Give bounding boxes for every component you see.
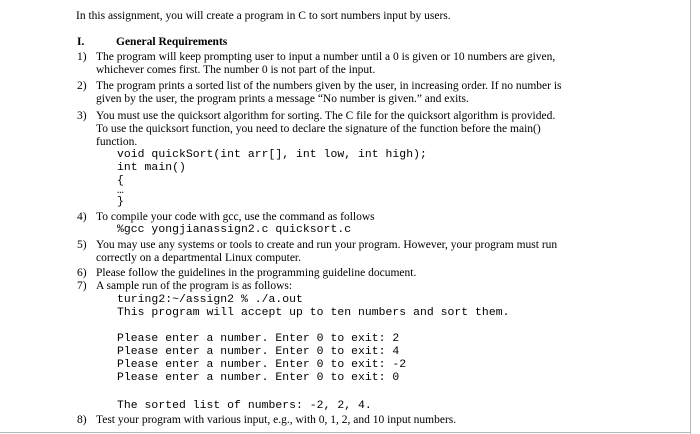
code-program-banner: This program will accept up to ten numbers and sort them.	[117, 307, 510, 319]
code-prompt-line-2: Please enter a number. Enter 0 to exit: 4	[117, 346, 400, 358]
code-main-signature: int main()	[117, 162, 186, 174]
item-6-line-1: Please follow the guidelines in the programming guideline document.	[96, 267, 417, 279]
item-8-line-1: Test your program with various input, e.g., with 0, 1, 2, and 10 input numbers.	[96, 414, 457, 426]
item-1-line-2: whichever comes first. The number 0 is not part of the input.	[96, 64, 376, 76]
item-number-7: 7)	[77, 280, 87, 292]
code-ellipsis: …	[117, 185, 124, 197]
page-right-border	[690, 0, 691, 434]
code-prompt-line-4: Please enter a number. Enter 0 to exit: 0	[117, 372, 400, 384]
item-7-line-1: A sample run of the program is as follows:	[96, 280, 293, 292]
code-prompt-line-3: Please enter a number. Enter 0 to exit: -2	[117, 359, 407, 371]
code-compile-command: %gcc yongjianassign2.c quicksort.c	[117, 224, 352, 236]
item-number-6: 6)	[77, 267, 87, 279]
item-3-line-3: function.	[96, 136, 138, 148]
code-sorted-output: The sorted list of numbers: -2, 2, 4.	[117, 400, 372, 412]
item-5-line-1: You may use any systems or tools to create and run your program. However, your program must run	[96, 239, 558, 251]
item-number-8: 8)	[77, 414, 87, 426]
item-number-3: 3)	[77, 110, 87, 122]
code-close-brace: }	[117, 196, 124, 208]
item-3-line-1: You must use the quicksort algorithm for sorting. The C file for the quicksort algorithm is provided.	[96, 110, 556, 122]
page-bottom-border	[0, 432, 691, 433]
code-prompt-line-1: Please enter a number. Enter 0 to exit: 2	[117, 333, 400, 345]
intro-paragraph: In this assignment, you will create a program in C to sort numbers input by users.	[76, 10, 451, 22]
item-1-line-1: The program will keep prompting user to input a number until a 0 is given or 10 numbers are given,	[96, 51, 556, 63]
item-number-1: 1)	[77, 51, 87, 63]
item-2-line-2: given by the user, the program prints a message “No number is given.” and exits.	[96, 93, 469, 105]
section-numeral: I.	[77, 36, 85, 48]
section-title: General Requirements	[116, 36, 228, 48]
item-5-line-2: correctly on a departmental Linux computer.	[96, 252, 302, 264]
code-open-brace: {	[117, 175, 124, 187]
item-number-5: 5)	[77, 239, 87, 251]
item-number-2: 2)	[77, 80, 87, 92]
item-4-line-1: To compile your code with gcc, use the command as follows	[96, 211, 375, 223]
item-3-line-2: To use the quicksort function, you need to declare the signature of the function before the main()	[96, 123, 541, 135]
item-2-line-1: The program prints a sorted list of the numbers given by the user, in increasing order. If no number is	[96, 80, 562, 92]
code-run-command: turing2:~/assign2 % ./a.out	[117, 294, 303, 306]
code-quicksort-signature: void quickSort(int arr[], int low, int high);	[117, 149, 427, 161]
item-number-4: 4)	[77, 211, 87, 223]
